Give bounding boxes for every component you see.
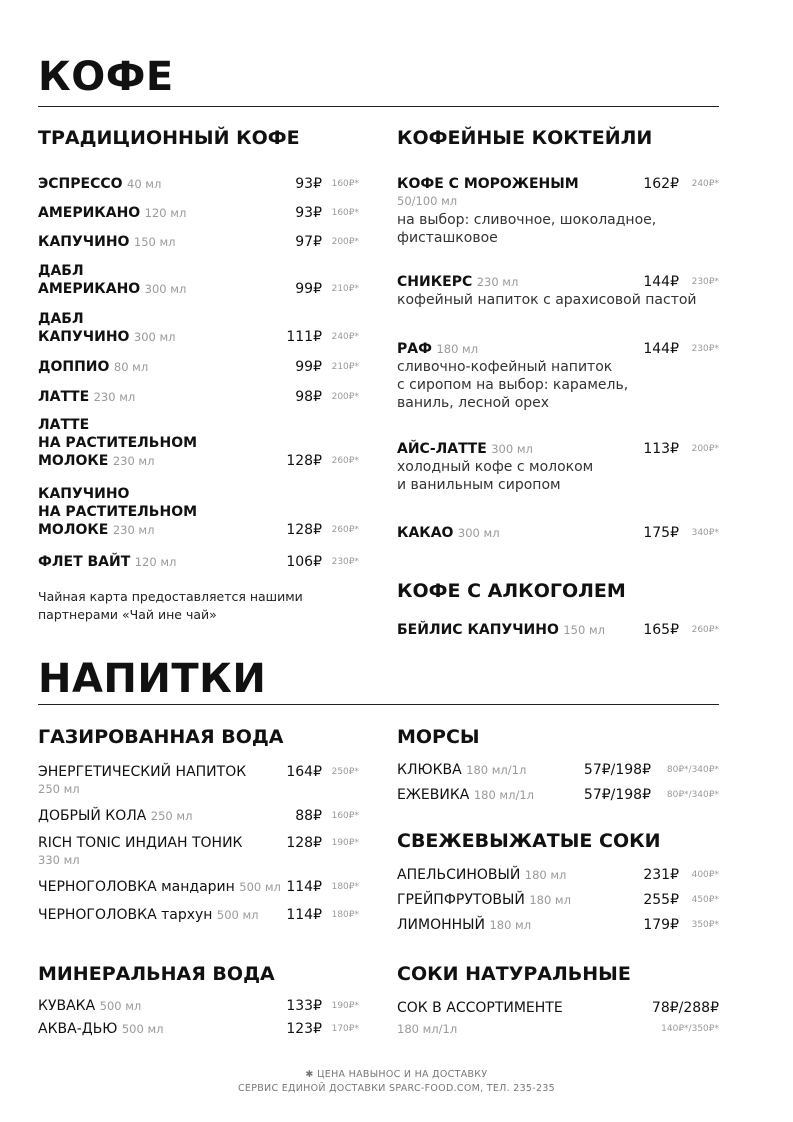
category-title-cocktails: КОФЕЙНЫЕ КОКТЕЙЛИ — [397, 127, 653, 149]
item-takeaway-price: 230₽* — [331, 557, 359, 567]
item-name: МОЛОКЕ — [38, 522, 109, 538]
item-price: 255₽ — [643, 892, 679, 908]
item-name-line — [38, 233, 176, 251]
category-title-natural: СОКИ НАТУРАЛЬНЫЕ — [397, 963, 631, 985]
item-size: 80 мл — [113, 360, 149, 374]
item-takeaway-price: 160₽* — [331, 179, 359, 189]
item-name: РАФ — [397, 341, 432, 357]
item-name: ДАБЛ — [38, 311, 84, 327]
section-title-drinks: НАПИТКИ — [38, 656, 267, 702]
item-volume: 50/100 мл — [397, 194, 458, 208]
item-price: 144₽ — [643, 341, 679, 357]
item-name-line — [38, 997, 141, 1015]
item-name: ЛАТТЕ — [38, 389, 90, 405]
item-name-line — [397, 999, 563, 1017]
item-takeaway-price: 80₽*/340₽* — [666, 790, 719, 800]
item-name: АКВА-ДЬЮ — [38, 1021, 118, 1037]
item-name-line — [397, 273, 518, 291]
item-name: АПЕЛЬСИНОВЫЙ — [397, 867, 521, 883]
item-name: ЧЕРНОГОЛОВКА мандарин — [38, 879, 235, 895]
item-name: АЙС-ЛАТТЕ — [397, 441, 487, 457]
item-name-line — [38, 553, 176, 571]
item-name-line — [38, 388, 135, 406]
item-name: ДОБРЫЙ КОЛА — [38, 808, 147, 824]
section-title-coffee: КОФЕ — [38, 54, 174, 100]
item-price: 93₽ — [295, 205, 322, 221]
item-price: 123₽ — [286, 1021, 322, 1037]
item-name-line — [397, 524, 500, 542]
item-name: ЭСПРЕССО — [38, 176, 123, 192]
item-name: АМЕРИКАНО — [38, 281, 141, 297]
item-size: 300 мл — [457, 526, 500, 540]
item-name: ДОППИО — [38, 359, 110, 375]
item-name-line — [397, 891, 571, 909]
item-takeaway-price: 180₽* — [331, 882, 359, 892]
item-size: 300 мл — [491, 442, 533, 456]
item-size: 500 мл — [121, 1022, 164, 1036]
item-name-line — [397, 761, 526, 779]
item-takeaway-price: 230₽* — [691, 277, 719, 287]
item-price: 97₽ — [295, 234, 322, 250]
item-name: ДАБЛ — [38, 263, 84, 279]
item-price: 57₽/198₽ — [583, 762, 651, 778]
item-size: 180 мл/1л — [473, 788, 535, 802]
item-size: 150 мл — [563, 623, 605, 637]
item-description: с сиропом на выбор: карамель, — [397, 377, 629, 393]
tea-note — [38, 588, 338, 624]
item-volume: 250 мл — [38, 782, 80, 796]
item-takeaway-price: 240₽* — [331, 332, 359, 342]
item-takeaway-price: 160₽* — [331, 811, 359, 821]
item-price: 144₽ — [643, 274, 679, 290]
item-name-line — [38, 416, 89, 434]
item-size: 180 мл — [529, 893, 571, 907]
item-takeaway-price: 80₽*/340₽* — [666, 765, 719, 775]
footer-note: ✱ ЦЕНА НАВЫНОС И НА ДОСТАВКУ — [305, 1069, 488, 1080]
category-title-traditional: ТРАДИЦИОННЫЙ КОФЕ — [38, 127, 300, 149]
item-name: ФЛЕТ ВАЙТ — [38, 554, 131, 570]
item-size: 120 мл — [134, 555, 177, 569]
item-name: КАКАО — [397, 525, 454, 541]
item-takeaway-price: 190₽* — [331, 1001, 359, 1011]
item-price: 164₽ — [286, 764, 322, 780]
item-volume: 330 мл — [38, 853, 80, 867]
item-name: СОК В АССОРТИМЕНТЕ — [397, 1000, 563, 1016]
item-size: 120 мл — [144, 206, 187, 220]
item-price: 231₽ — [643, 867, 679, 883]
divider — [38, 704, 719, 705]
item-name: КАПУЧИНО — [38, 329, 130, 345]
item-name: ЭНЕРГЕТИЧЕСКИЙ НАПИТОК — [38, 764, 247, 780]
item-price: 128₽ — [286, 835, 322, 851]
item-description: ваниль, лесной орех — [397, 395, 550, 411]
item-name-line — [38, 807, 192, 825]
item-size: 300 мл — [133, 330, 176, 344]
divider — [38, 106, 719, 107]
item-size: 500 мл — [239, 880, 281, 894]
item-price: 113₽ — [643, 441, 679, 457]
item-size: 180 мл/1л — [466, 763, 527, 777]
item-takeaway-price: 210₽* — [331, 362, 359, 372]
item-description: фисташковое — [397, 230, 498, 246]
item-size: 40 мл — [127, 177, 162, 191]
item-name: АМЕРИКАНО — [38, 205, 141, 221]
item-name-line — [38, 434, 197, 452]
item-name: ЛИМОННЫЙ — [397, 917, 485, 933]
item-name: КУВАКА — [38, 998, 96, 1014]
item-takeaway-price: 260₽* — [691, 625, 719, 635]
item-name: ЧЕРНОГОЛОВКА тархун — [38, 907, 213, 923]
item-price: 106₽ — [286, 554, 322, 570]
item-price: 128₽ — [286, 453, 322, 469]
item-description: и ванильным сиропом — [397, 477, 561, 493]
item-description: холодный кофе с молоком — [397, 459, 594, 475]
item-takeaway-price: 190₽* — [331, 838, 359, 848]
item-takeaway-price: 240₽* — [691, 179, 719, 189]
item-name: КЛЮКВА — [397, 762, 462, 778]
item-name: БЕЙЛИС КАПУЧИНО — [397, 622, 559, 638]
item-description: на выбор: сливочное, шоколадное, — [397, 212, 657, 228]
item-name-line — [38, 358, 148, 376]
item-price: 111₽ — [286, 329, 322, 345]
item-takeaway-price: 250₽* — [331, 767, 359, 777]
item-name: RICH TONIC ИНДИАН ТОНИК — [38, 835, 243, 851]
item-price: 99₽ — [295, 359, 322, 375]
item-price: 57₽/198₽ — [583, 787, 651, 803]
item-name: ЛАТТЕ — [38, 417, 90, 433]
item-price: 78₽/288₽ — [651, 1000, 719, 1016]
item-size: 180 мл — [489, 918, 532, 932]
item-name: МОЛОКЕ — [38, 453, 109, 469]
item-name-line — [38, 1020, 164, 1038]
item-volume: 180 мл/1л — [397, 1022, 458, 1036]
item-price: 175₽ — [643, 525, 679, 541]
category-title-mineral: МИНЕРАЛЬНАЯ ВОДА — [38, 963, 275, 985]
item-name-line — [397, 440, 533, 458]
item-takeaway-price: 160₽* — [331, 208, 359, 218]
item-takeaway-price: 140₽*/350₽* — [661, 1024, 719, 1034]
item-price: 93₽ — [295, 176, 322, 192]
item-name-line — [38, 328, 176, 346]
item-size: 230 мл — [112, 454, 155, 468]
item-name-line — [38, 452, 154, 470]
item-name-line — [397, 175, 579, 193]
category-title-alcohol: КОФЕ С АЛКОГОЛЕМ — [397, 580, 626, 602]
item-size: 300 мл — [144, 282, 187, 296]
item-takeaway-price: 200₽* — [331, 392, 359, 402]
item-name: КОФЕ С МОРОЖЕНЫМ — [397, 176, 579, 192]
item-takeaway-price: 340₽* — [691, 528, 719, 538]
item-price: 88₽ — [295, 808, 322, 824]
item-name-line — [397, 786, 534, 804]
item-name: НА РАСТИТЕЛЬНОМ — [38, 435, 198, 451]
category-title-mors: МОРСЫ — [397, 726, 480, 748]
item-name-line — [38, 521, 154, 539]
item-takeaway-price: 350₽* — [691, 920, 719, 930]
item-takeaway-price: 260₽* — [331, 525, 359, 535]
item-takeaway-price: 170₽* — [331, 1024, 359, 1034]
item-description: кофейный напиток с арахисовой пастой — [397, 292, 697, 308]
item-name-line — [38, 280, 186, 298]
item-price: 133₽ — [286, 998, 322, 1014]
item-name-line — [397, 340, 478, 358]
item-name: НА РАСТИТЕЛЬНОМ — [38, 504, 198, 520]
tea-note-line: партнерами «Чай ине чай» — [38, 607, 217, 622]
item-size: 230 мл — [112, 523, 155, 537]
item-name-line — [38, 310, 84, 328]
item-price: 128₽ — [286, 522, 322, 538]
tea-note-line: Чайная карта предоставляется нашими — [38, 589, 303, 604]
item-size: 500 мл — [216, 908, 259, 922]
item-size: 500 мл — [99, 999, 142, 1013]
item-takeaway-price: 400₽* — [691, 870, 719, 880]
item-size: 180 мл — [436, 342, 479, 356]
item-price: 114₽ — [286, 879, 322, 895]
item-takeaway-price: 230₽* — [691, 344, 719, 354]
item-name: КАПУЧИНО — [38, 234, 130, 250]
item-takeaway-price: 200₽* — [331, 237, 359, 247]
item-takeaway-price: 180₽* — [331, 910, 359, 920]
item-name: ЕЖЕВИКА — [397, 787, 470, 803]
item-takeaway-price: 450₽* — [691, 895, 719, 905]
item-description: сливочно-кофейный напиток — [397, 359, 613, 375]
item-name-line — [38, 485, 129, 503]
item-size: 150 мл — [133, 235, 176, 249]
item-takeaway-price: 210₽* — [331, 284, 359, 294]
item-name: ГРЕЙПФРУТОВЫЙ — [397, 892, 525, 908]
item-name: СНИКЕРС — [397, 274, 473, 290]
item-size: 180 мл — [524, 868, 567, 882]
item-size: 230 мл — [93, 390, 136, 404]
footer — [0, 1068, 793, 1096]
item-name-line — [397, 866, 566, 884]
item-name-line — [38, 262, 84, 280]
item-price: 114₽ — [286, 907, 322, 923]
footer-delivery: СЕРВИС ЕДИНОЙ ДОСТАВКИ SPARC-FOOD.COM, ТЕЛ. 235-235 — [237, 1083, 556, 1094]
item-price: 179₽ — [643, 917, 679, 933]
item-size: 250 мл — [150, 809, 193, 823]
item-name-line — [38, 175, 161, 193]
item-name-line — [38, 204, 186, 222]
item-size: 230 мл — [476, 275, 519, 289]
item-name-line — [397, 916, 531, 934]
item-takeaway-price: 200₽* — [691, 444, 719, 454]
category-title-soda: ГАЗИРОВАННАЯ ВОДА — [38, 726, 284, 748]
item-price: 98₽ — [295, 389, 322, 405]
item-name: КАПУЧИНО — [38, 486, 130, 502]
item-price: 162₽ — [643, 176, 679, 192]
item-takeaway-price: 260₽* — [331, 456, 359, 466]
item-price: 99₽ — [295, 281, 322, 297]
item-name-line — [38, 503, 197, 521]
item-price: 165₽ — [643, 622, 679, 638]
category-title-fresh: СВЕЖЕВЫЖАТЫЕ СОКИ — [397, 830, 661, 852]
